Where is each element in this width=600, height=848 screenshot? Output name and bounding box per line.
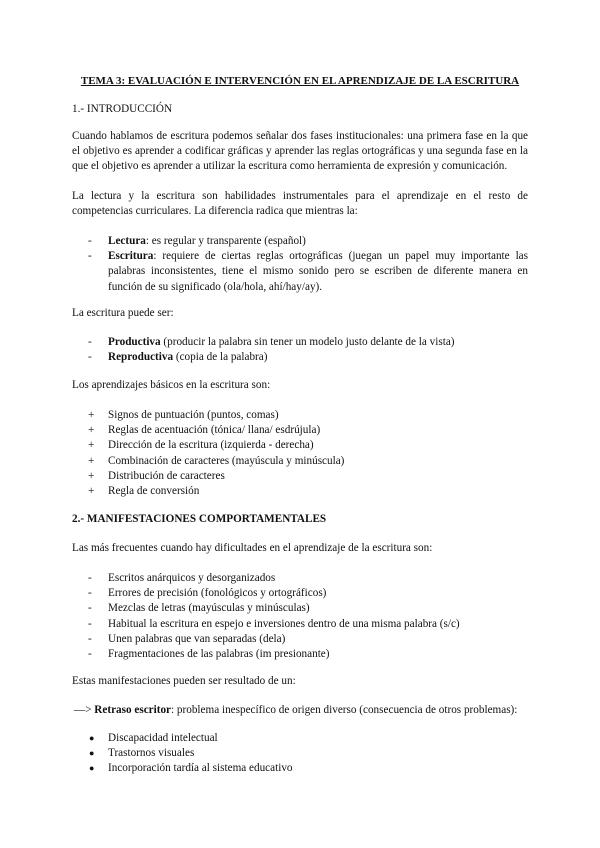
bullet-icon: ●: [89, 748, 95, 759]
section-1-heading: 1.- INTRODUCCIÓN: [72, 103, 173, 115]
bullet-icon: ●: [89, 733, 95, 743]
list-item: ● Trastornos visuales: [72, 746, 528, 761]
paragraph: Los aprendizajes básicos en la escritura son:: [72, 379, 271, 391]
list-item: + Dirección de la escritura (izquierda - derecha): [88, 439, 314, 452]
reading-writing-list: [72, 234, 528, 295]
list-item: - Unen palabras que van separadas (dela): [88, 632, 286, 645]
list-item: ● Incorporación tardía al sistema educativo: [72, 761, 528, 776]
list-item: + Distribución de caracteres: [88, 469, 225, 482]
paragraph: Las más frecuentes cuando hay dificultades en el aprendizaje de la escritura son:: [72, 542, 433, 554]
writing-types-list: [72, 335, 528, 365]
list-item: - Escritura: requiere de ciertas reglas ortográficas (juegan un papel muy importante las palabras inconsistentes, tiene el mismo sonido pero se escriben de diferente manera en función de su significado (ola/hola, ahí/hay/ay).: [88, 250, 528, 293]
document-title: TEMA 3: EVALUACIÓN E INTERVENCIÓN EN EL APRENDIZAJE DE LA ESCRITURA: [80, 75, 520, 87]
manifestations-list: [72, 571, 528, 662]
paragraph: La escritura puede ser:: [72, 307, 174, 319]
list-item: - Escritos anárquicos y desorganizados: [88, 572, 276, 584]
basic-learning-list: [72, 408, 528, 499]
list-item: - Reproductiva (copia de la palabra): [88, 351, 268, 364]
list-item: + Signos de puntuación (puntos, comas): [88, 409, 279, 421]
list-item: - Lectura: es regular y transparente (español): [88, 235, 306, 247]
list-item: - Productiva (producir la palabra sin tener un modelo justo delante de la vista): [88, 336, 455, 348]
list-item: ● Discapacidad intelectual: [72, 731, 528, 746]
list-item: + Regla de conversión: [88, 485, 200, 498]
retraso-escritor-line: —> Retraso escritor: problema inespecífico de origen diverso (consecuencia de otros problemas):: [74, 704, 518, 716]
list-item: - Errores de precisión (fonológicos y ortográficos): [88, 587, 327, 600]
list-item: - Habitual la escritura en espejo e inversiones dentro de una misma palabra (s/c): [88, 617, 460, 630]
list-item: + Combinación de caracteres (mayúscula y minúscula): [88, 454, 345, 467]
bullet-icon: ●: [89, 763, 95, 774]
arrow-icon: —>: [74, 704, 92, 716]
list-item: - Fragmentaciones de las palabras (im presionante): [88, 648, 330, 661]
paragraph: Cuando hablamos de escritura podemos señalar dos fases institucionales: una primera fase en la que el objetivo es aprender a codificar gráficas y aprender las reglas ortográficas y una segunda fase en la que el objetivo es aprender a utilizar la escritura como herramienta de expresión y comunicación.: [72, 130, 528, 173]
list-item: + Reglas de acentuación (tónica/ llana/ esdrújula): [88, 424, 321, 437]
causes-list: [72, 731, 528, 777]
section-2-heading: 2.- MANIFESTACIONES COMPORTAMENTALES: [72, 513, 327, 525]
paragraph: La lectura y la escritura son habilidades instrumentales para el aprendizaje en el resto de competencias curriculares. La diferencia radica que mientras la:: [72, 190, 528, 218]
paragraph: Estas manifestaciones pueden ser resultado de un:: [72, 675, 296, 687]
list-item: - Mezclas de letras (mayúsculas y minúsculas): [88, 602, 310, 615]
